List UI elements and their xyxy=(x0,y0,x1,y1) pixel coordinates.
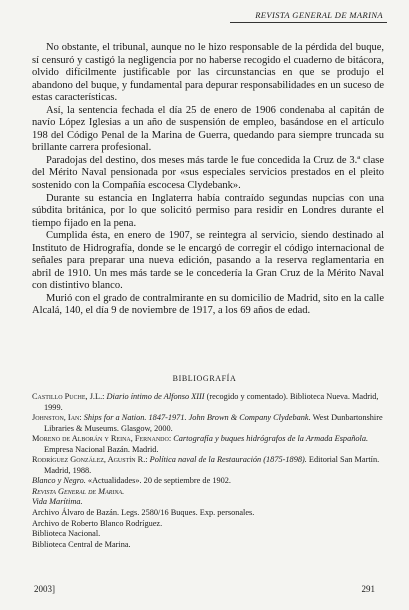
entry-details: (recogido y comentado). Biblioteca Nueva. Madrid, 1999. xyxy=(44,392,379,412)
entry-author: Rodríguez González, Agustín R.: xyxy=(32,455,148,465)
bibliography-entry xyxy=(32,455,384,476)
bibliography-list xyxy=(32,392,384,550)
page-number: 291 xyxy=(361,584,375,594)
entry-details: «Actualidades». 20 de septiembre de 1902. xyxy=(85,476,231,486)
bibliography-entry xyxy=(32,392,384,413)
entry-author: Castillo Puche, J.L.: xyxy=(32,392,105,401)
entry-title: Ships for a Nation. 1847-1971. John Brown & Company Clydebank. xyxy=(83,413,311,423)
entry-title: Cartografía y buques hidrógrafos de la Armada Española. xyxy=(173,434,369,444)
bibliography-entry xyxy=(32,497,384,508)
entry-author: Johnston, Ian: xyxy=(32,413,82,423)
paragraph: Cumplida ésta, en enero de 1907, se reintegra al servicio, siendo destinado al Instituto de Hidrografía, donde se le encargó de corregir el código internacional de señales para preparar una nueva edición, pasando a la reserva reglamentaria en abril de 1910. Un mes más tarde se le concedería la Gran Cruz de la Mérito Naval con distintivo blanco. xyxy=(32,230,384,292)
bibliography-entry xyxy=(32,540,384,551)
entry-details: Biblioteca Nacional. xyxy=(32,529,101,539)
bibliography-entry xyxy=(32,413,384,434)
entry-title: Blanco y Negro. xyxy=(32,476,86,486)
bibliography-entry xyxy=(32,529,384,540)
entry-details: Archivo Álvaro de Bazán. Legs. 2580/16 Buques. Exp. personales. xyxy=(32,508,255,518)
paragraph: Así, la sentencia fechada el día 25 de enero de 1906 condenaba al capitán de navío López Iglesias a un año de suspensión de empleo, basándose en el artículo 198 del Código Penal de la Marina de Guerra, quedando para siempre truncada su brillante carrera profesional. xyxy=(32,104,384,154)
entry-details: West Dunbartonshire Libraries & Museums. Glasgow, 2000. xyxy=(44,413,383,433)
entry-title: Revista General de Marina. xyxy=(32,486,125,496)
body-text xyxy=(32,42,384,318)
running-header: REVISTA GENERAL DE MARINA xyxy=(255,10,383,20)
bibliography-entry xyxy=(32,508,384,519)
entry-details: Empresa Nacional Bazán. Madrid. xyxy=(44,444,159,454)
paragraph: Durante su estancia en Inglaterra había contraído segundas nupcias con una súbdita británica, por lo que solicitó permiso para residir en Londres durante el tiempo fijado en la pena. xyxy=(32,192,384,229)
entry-title: Vida Marítima. xyxy=(32,497,83,507)
bibliography-title: BIBLIOGRAFÍA xyxy=(172,374,237,383)
paragraph: No obstante, el tribunal, aunque no le hizo responsable de la pérdida del buque, sí censuró y castigó la negligencia por no haberse recogido el cuaderno de bitácora, olvido difícilmente justificable por las circunstancias en que se produjo el abandono del buque, y fundamental para depurar responsabilidades en un suceso de estas características. xyxy=(32,42,384,104)
paragraph: Paradojas del destino, dos meses más tarde le fue concedida la Cruz de 3.ª clase del Mérito Naval pensionada por «sus especiales servicios prestados en el pleito sostenido con la Compañía escocesa Clydebank». xyxy=(32,154,384,192)
entry-author: Moreno de Alborán y Reina, Fernando: xyxy=(32,434,172,444)
entry-title: Política naval de la Restauración (1875-1898). xyxy=(149,455,307,465)
paragraph: Murió con el grado de contralmirante en su domicilio de Madrid, sito en la calle Alcalá, 140, el día 9 de noviembre de 1917, a los 69 años de edad. xyxy=(32,292,384,317)
header-rule xyxy=(230,22,387,23)
entry-details: Editorial San Martín. Madrid, 1988. xyxy=(44,455,380,475)
entry-details: Archivo de Roberto Blanco Rodríguez. xyxy=(32,518,163,528)
entry-title: Diario íntimo de Alfonso XIII xyxy=(106,392,205,401)
bibliography-entry xyxy=(32,434,384,455)
entry-details: Biblioteca Central de Marina. xyxy=(32,539,131,549)
issue-date: 2003] xyxy=(34,584,55,594)
page-footer xyxy=(34,584,375,594)
bibliography-entry xyxy=(32,476,384,487)
bibliography-entry xyxy=(32,519,384,530)
bibliography-entry xyxy=(32,487,384,498)
